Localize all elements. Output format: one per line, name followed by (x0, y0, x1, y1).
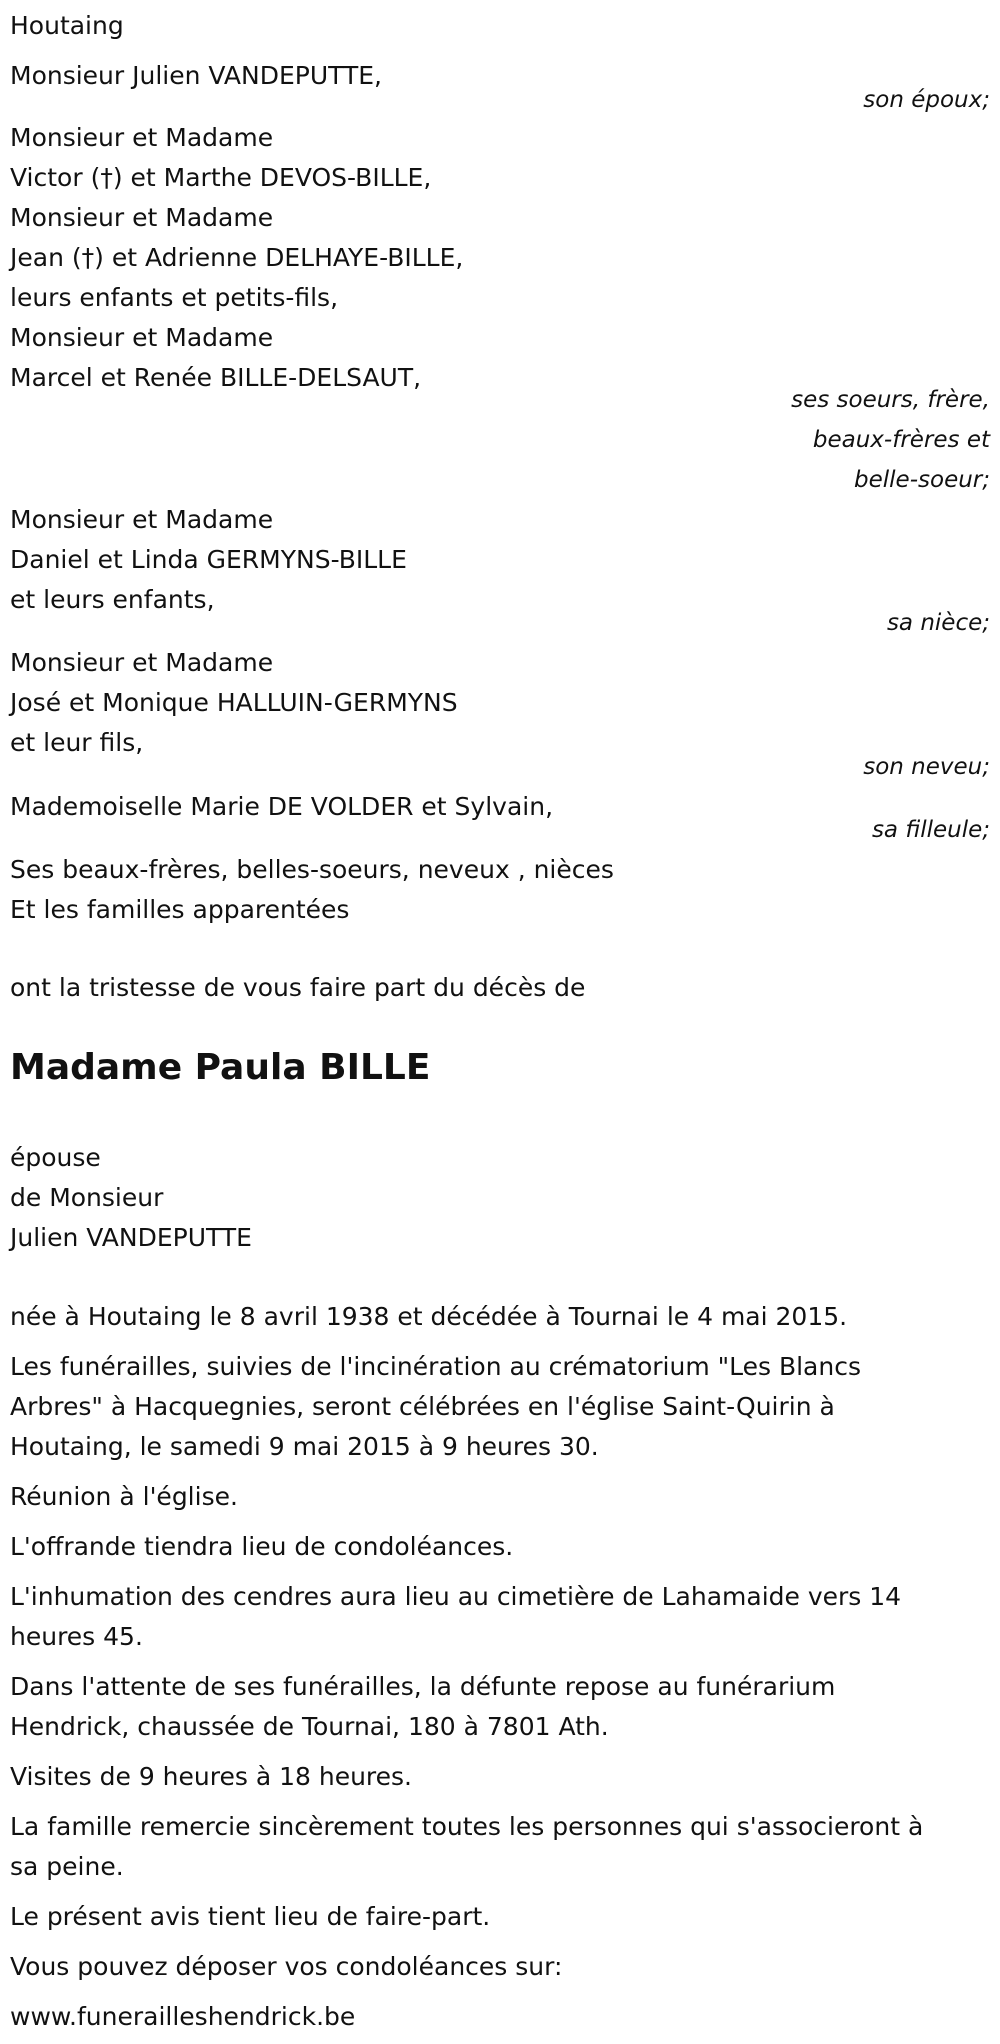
family-line: Daniel et Linda GERMYNS-BILLE (10, 545, 407, 574)
family-line: Monsieur et Madame (10, 648, 274, 677)
funeral-info-line: Les funérailles, suivies de l'incinération au crématorium "Les Blancs (10, 1352, 861, 1381)
family-line: Monsieur et Madame (10, 123, 274, 152)
funerarium-info-line: Hendrick, chaussée de Tournai, 180 à 7801 Ath. (10, 1712, 609, 1741)
website-link[interactable]: www.funerailleshendrick.be (10, 2002, 356, 2031)
funerarium-info-line: Dans l'attente de ses funérailles, la défunte repose au funérarium (10, 1672, 836, 1701)
notice-info: Le présent avis tient lieu de faire-part. (10, 1902, 491, 1931)
offering-info: L'offrande tiendra lieu de condoléances. (10, 1532, 514, 1561)
relation-label: sa filleule; (871, 817, 990, 843)
announcement: ont la tristesse de vous faire part du décès de (10, 973, 586, 1002)
condolences-info: Vous pouvez déposer vos condoléances sur: (10, 1952, 563, 1981)
relation-label: ses soeurs, frère, (791, 387, 990, 413)
family-line: Monsieur et Madame (10, 323, 274, 352)
spouse-line: de Monsieur (10, 1183, 164, 1212)
deceased-name: Madame Paula BILLE (10, 1047, 431, 1088)
funeral-info-line: Arbres" à Hacquegnies, seront célébrées en l'église Saint-Quirin à (10, 1392, 835, 1421)
relation-label: son époux; (863, 87, 990, 113)
burial-info-line: heures 45. (10, 1622, 143, 1651)
family-line: et leurs enfants, (10, 585, 215, 614)
relation-label: belle-soeur; (854, 467, 990, 493)
family-line: Monsieur et Madame (10, 505, 274, 534)
thanks-line: sa peine. (10, 1852, 124, 1881)
extended-family-line: Et les familles apparentées (10, 895, 350, 924)
burial-info-line: L'inhumation des cendres aura lieu au cimetière de Lahamaide vers 14 (10, 1582, 902, 1611)
birth-death-info: née à Houtaing le 8 avril 1938 et décédée à Tournai le 4 mai 2015. (10, 1302, 848, 1331)
family-line: Monsieur et Madame (10, 203, 274, 232)
thanks-line: La famille remercie sincèrement toutes les personnes qui s'associeront à (10, 1812, 924, 1841)
relation-label: sa nièce; (886, 610, 990, 636)
family-line: Monsieur Julien VANDEPUTTE, (10, 61, 382, 90)
family-line: José et Monique HALLUIN-GERMYNS (10, 688, 458, 717)
family-line: Marcel et Renée BILLE-DELSAUT, (10, 363, 422, 392)
funeral-info-line: Houtaing, le samedi 9 mai 2015 à 9 heures 30. (10, 1432, 599, 1461)
relation-label: son neveu; (863, 754, 990, 780)
family-line: et leur fils, (10, 728, 144, 757)
visiting-hours: Visites de 9 heures à 18 heures. (10, 1762, 413, 1791)
family-line: leurs enfants et petits-fils, (10, 283, 339, 312)
spouse-line: épouse (10, 1143, 101, 1172)
family-line: Jean (†) et Adrienne DELHAYE-BILLE, (10, 243, 464, 272)
location: Houtaing (10, 11, 124, 40)
family-line: Victor (†) et Marthe DEVOS-BILLE, (10, 163, 432, 192)
spouse-line: Julien VANDEPUTTE (10, 1223, 252, 1252)
family-line: Mademoiselle Marie DE VOLDER et Sylvain, (10, 792, 554, 821)
relation-label: beaux-frères et (812, 427, 990, 453)
extended-family-line: Ses beaux-frères, belles-soeurs, neveux , nièces (10, 855, 614, 884)
meeting-info: Réunion à l'église. (10, 1482, 238, 1511)
